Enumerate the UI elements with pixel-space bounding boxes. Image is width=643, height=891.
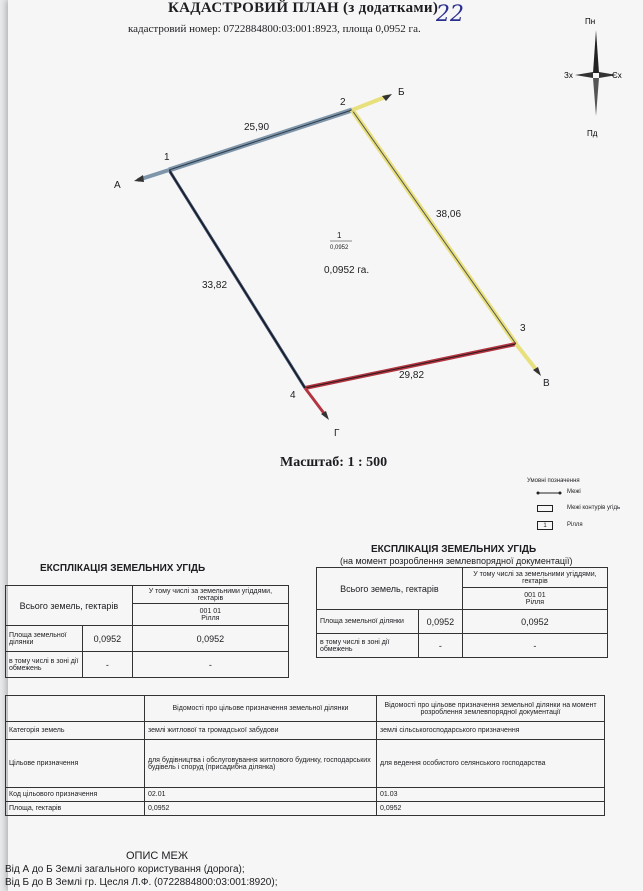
total-header: Всього земель, гектарів — [317, 568, 463, 610]
extension-v — [516, 344, 538, 372]
boundary-line: Від Б до В Землі гр. Цесля Л.Ф. (0722884800:03:001:8920); — [5, 877, 278, 888]
legend — [527, 478, 632, 538]
boundary-symbol-icon — [535, 488, 565, 498]
restriction-row-total: - — [419, 634, 463, 658]
purpose-table — [5, 695, 605, 816]
parcel-plan — [8, 80, 608, 450]
purpose-row-doc: для ведення особистого селянського господарства — [377, 740, 605, 788]
purpose-row-doc: 0,0952 — [377, 802, 605, 816]
edge-length-2-3: 38,06 — [436, 209, 462, 220]
edge-length-4-1: 33,82 — [202, 280, 228, 291]
group-header: У тому числі за земельними угіддями, гектарів — [462, 568, 607, 588]
purpose-row-current: 0,0952 — [145, 802, 377, 816]
area-row-total: 0,0952 — [83, 626, 133, 652]
parcel-number: 1 — [337, 231, 342, 240]
parcel-area: 0,0952 га. — [324, 265, 370, 276]
restriction-row-label: в тому числі в зоні дії обмежень — [6, 652, 83, 678]
code-cell: 001 01 Рілля — [462, 588, 607, 610]
purpose-row-current: для будівництва і обслуговування житлового будинку, господарських будівель і споруд (присадибна ділянка) — [145, 740, 377, 788]
point-2-label: 2 — [340, 97, 346, 108]
group-header: У тому числі за земельними угіддями, гектарів — [132, 586, 288, 604]
purpose-row-label: Код цільового призначення — [6, 788, 145, 802]
page-title: КАДАСТРОВИЙ ПЛАН (з додатками) — [168, 0, 439, 16]
neighbor-b-label: Б — [398, 87, 405, 98]
point-3-label: 3 — [520, 323, 526, 334]
restriction-row-total: - — [83, 652, 133, 678]
explication-right-heading: ЕКСПЛІКАЦІЯ ЗЕМЕЛЬНИХ УГІДЬ — [371, 544, 537, 555]
legend-item-contours: Межі контурів угідь — [527, 504, 632, 514]
handwritten-number: 22 — [436, 2, 464, 27]
arable-symbol: 1 — [537, 521, 553, 530]
area-row-label: Площа земельної ділянки — [6, 626, 83, 652]
cadastral-number-line: кадастровий номер: 0722884800:03:001:8923, площа 0,0952 га. — [128, 23, 421, 35]
restriction-row-value: - — [132, 652, 288, 678]
parcel-code: 0,0952 — [330, 245, 349, 251]
explication-right-table — [316, 567, 608, 658]
boundaries-heading: ОПИС МЕЖ — [126, 850, 189, 862]
neighbor-g-label: Г — [334, 428, 340, 439]
area-row-value: 0,0952 — [462, 610, 607, 634]
compass-west-arrow — [575, 72, 593, 78]
compass-east-label: Сх — [612, 71, 622, 80]
point-4-label: 4 — [290, 390, 296, 401]
extension-g — [305, 388, 326, 416]
area-row-value: 0,0952 — [132, 626, 288, 652]
boundary-line: Від А до Б Землі загального користування (дорога); — [5, 864, 245, 875]
purpose-row-doc: землі сільськогосподарського призначення — [377, 722, 605, 740]
point-1-label: 1 — [164, 152, 170, 163]
purpose-header-current: Відомості про цільове призначення земельної ділянки — [145, 696, 377, 722]
legend-item-arable: 1 Рілля — [527, 520, 632, 530]
compass-north-arrow — [593, 30, 599, 73]
explication-right-subheading: (на момент розроблення землевпорядної документації) — [340, 556, 573, 566]
compass-south-label: Пд — [587, 129, 598, 138]
restriction-row-value: - — [462, 634, 607, 658]
purpose-row-label: Категорія земель — [6, 722, 145, 740]
contour-symbol-icon — [537, 505, 553, 512]
edge-length-1-2: 25,90 — [244, 122, 270, 133]
code-cell: 001 01 Рілля — [132, 604, 288, 626]
area-row-total: 0,0952 — [419, 610, 463, 634]
legend-item-boundaries: Межі — [527, 488, 632, 498]
purpose-row-label: Цільове призначення — [6, 740, 145, 788]
purpose-row-label: Площа, гектарів — [6, 802, 145, 816]
compass-north-label: Пн — [585, 17, 596, 26]
compass-west-label: Зх — [564, 71, 573, 80]
explication-left-table — [5, 585, 289, 678]
cadastral-plan-sheet — [5, 0, 643, 891]
area-row-label: Площа земельної ділянки — [317, 610, 419, 634]
edge-length-3-4: 29,82 — [399, 370, 425, 381]
neighbor-a-label: А — [114, 180, 121, 191]
extension-b — [352, 96, 388, 110]
legend-title: Умовні позначення — [527, 478, 580, 484]
scale-label: Масштаб: 1 : 500 — [280, 455, 388, 470]
purpose-row-doc: 01.03 — [377, 788, 605, 802]
neighbor-v-label: В — [543, 378, 550, 389]
restriction-row-label: в тому числі в зоні дії обмежень — [317, 634, 419, 658]
purpose-row-current: 02.01 — [145, 788, 377, 802]
explication-left-heading: ЕКСПЛІКАЦІЯ ЗЕМЕЛЬНИХ УГІДЬ — [40, 563, 206, 574]
purpose-header-doc: Відомості про цільове призначення земельної ділянки на момент розроблення землевпорядної документації — [377, 696, 605, 722]
purpose-row-current: землі житлової та громадської забудови — [145, 722, 377, 740]
total-header: Всього земель, гектарів — [6, 586, 133, 626]
